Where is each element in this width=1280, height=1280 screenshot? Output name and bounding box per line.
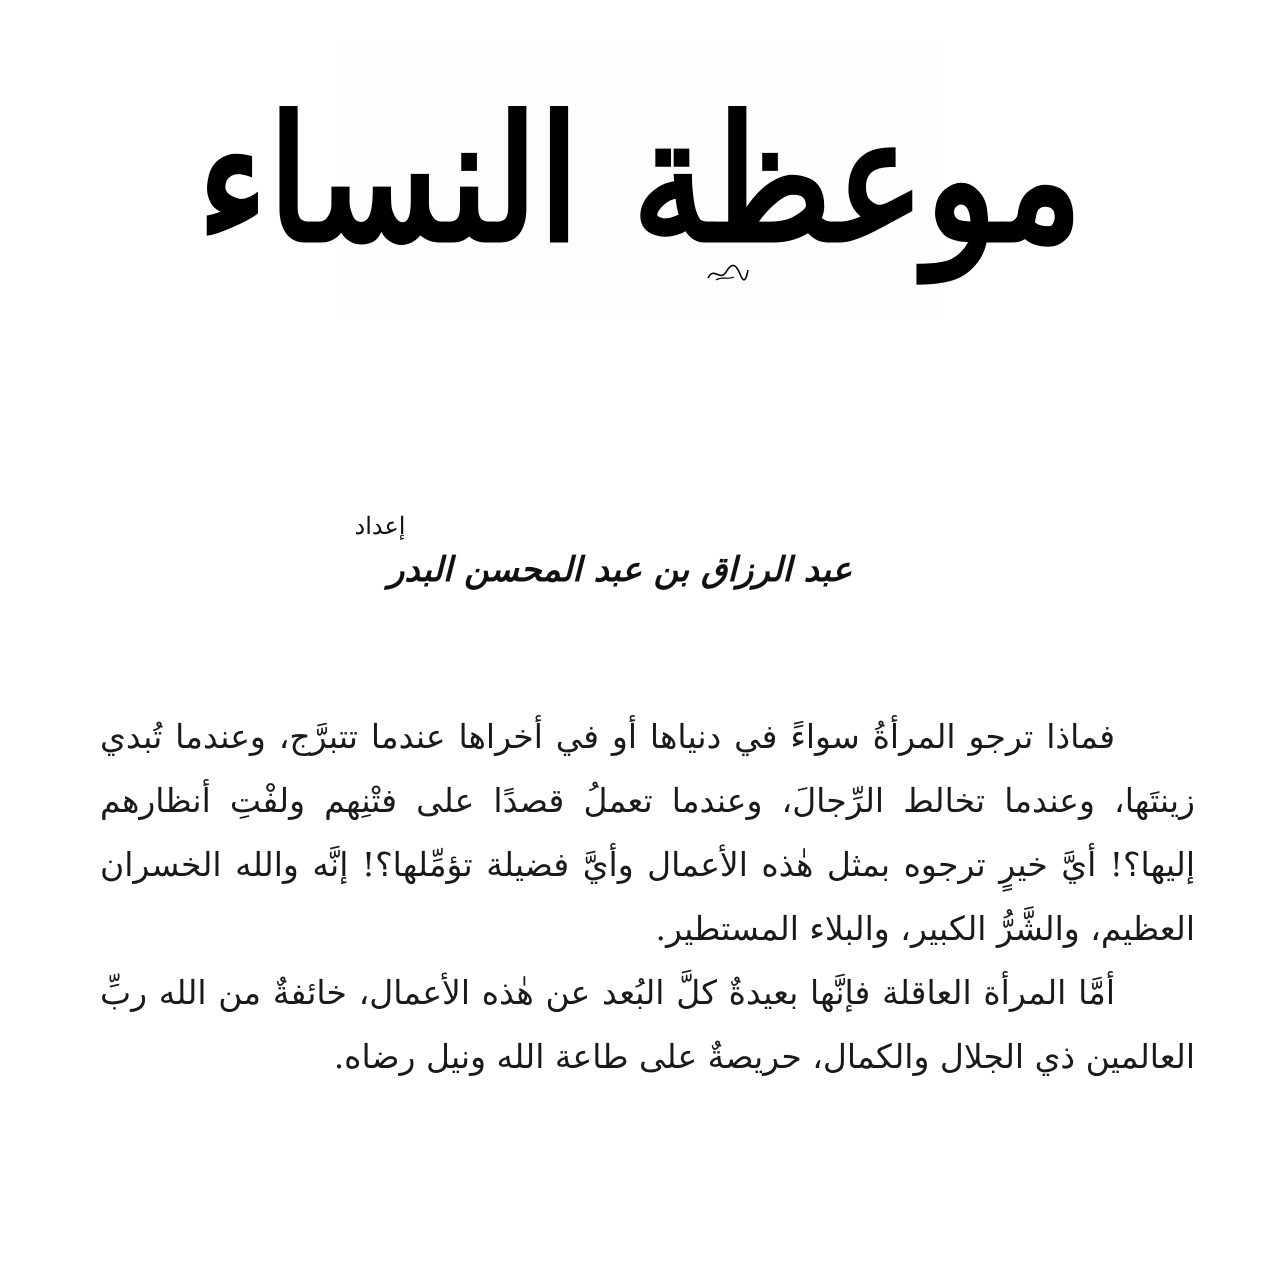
paragraph-1: فماذا ترجو المرأةُ سواءً في دنياها أو في أخراها عندما تتبرَّج، وعندما تُبدي زينتَها، وعندما تخالط الرِّجالَ، وعندما تعملُ قصدًا على فتْنِهم ولفْتِ أنظارهم إليها؟! أيَّ خيرٍ ترجوه بمثل هٰذه الأعمال وأيَّ فضيلة تؤمِّلها؟! إنَّه والله الخسران العظيم، والشَّرُّ الكبير، والبلاء المستطير. bbox=[100, 717, 1195, 948]
body-text bbox=[100, 705, 1195, 1089]
paragraph-2: أمَّا المرأة العاقلة فإنَّها بعيدةٌ كلَّ البُعد عن هٰذه الأعمال، خائفةٌ من الله ربِّ العالمين ذي الجلال والكمال، حريصةٌ على طاعة الله ونيل رضاه. bbox=[100, 973, 1195, 1076]
title-panel bbox=[197, 40, 1083, 320]
page-title: موعظة النساء bbox=[197, 78, 1083, 282]
credit-block bbox=[0, 512, 1280, 590]
credit-label: إعداد bbox=[354, 512, 406, 540]
author-name: عبد الرزاق بن عبد المحسن البدر bbox=[387, 550, 853, 590]
signature-seal-icon bbox=[706, 262, 750, 284]
